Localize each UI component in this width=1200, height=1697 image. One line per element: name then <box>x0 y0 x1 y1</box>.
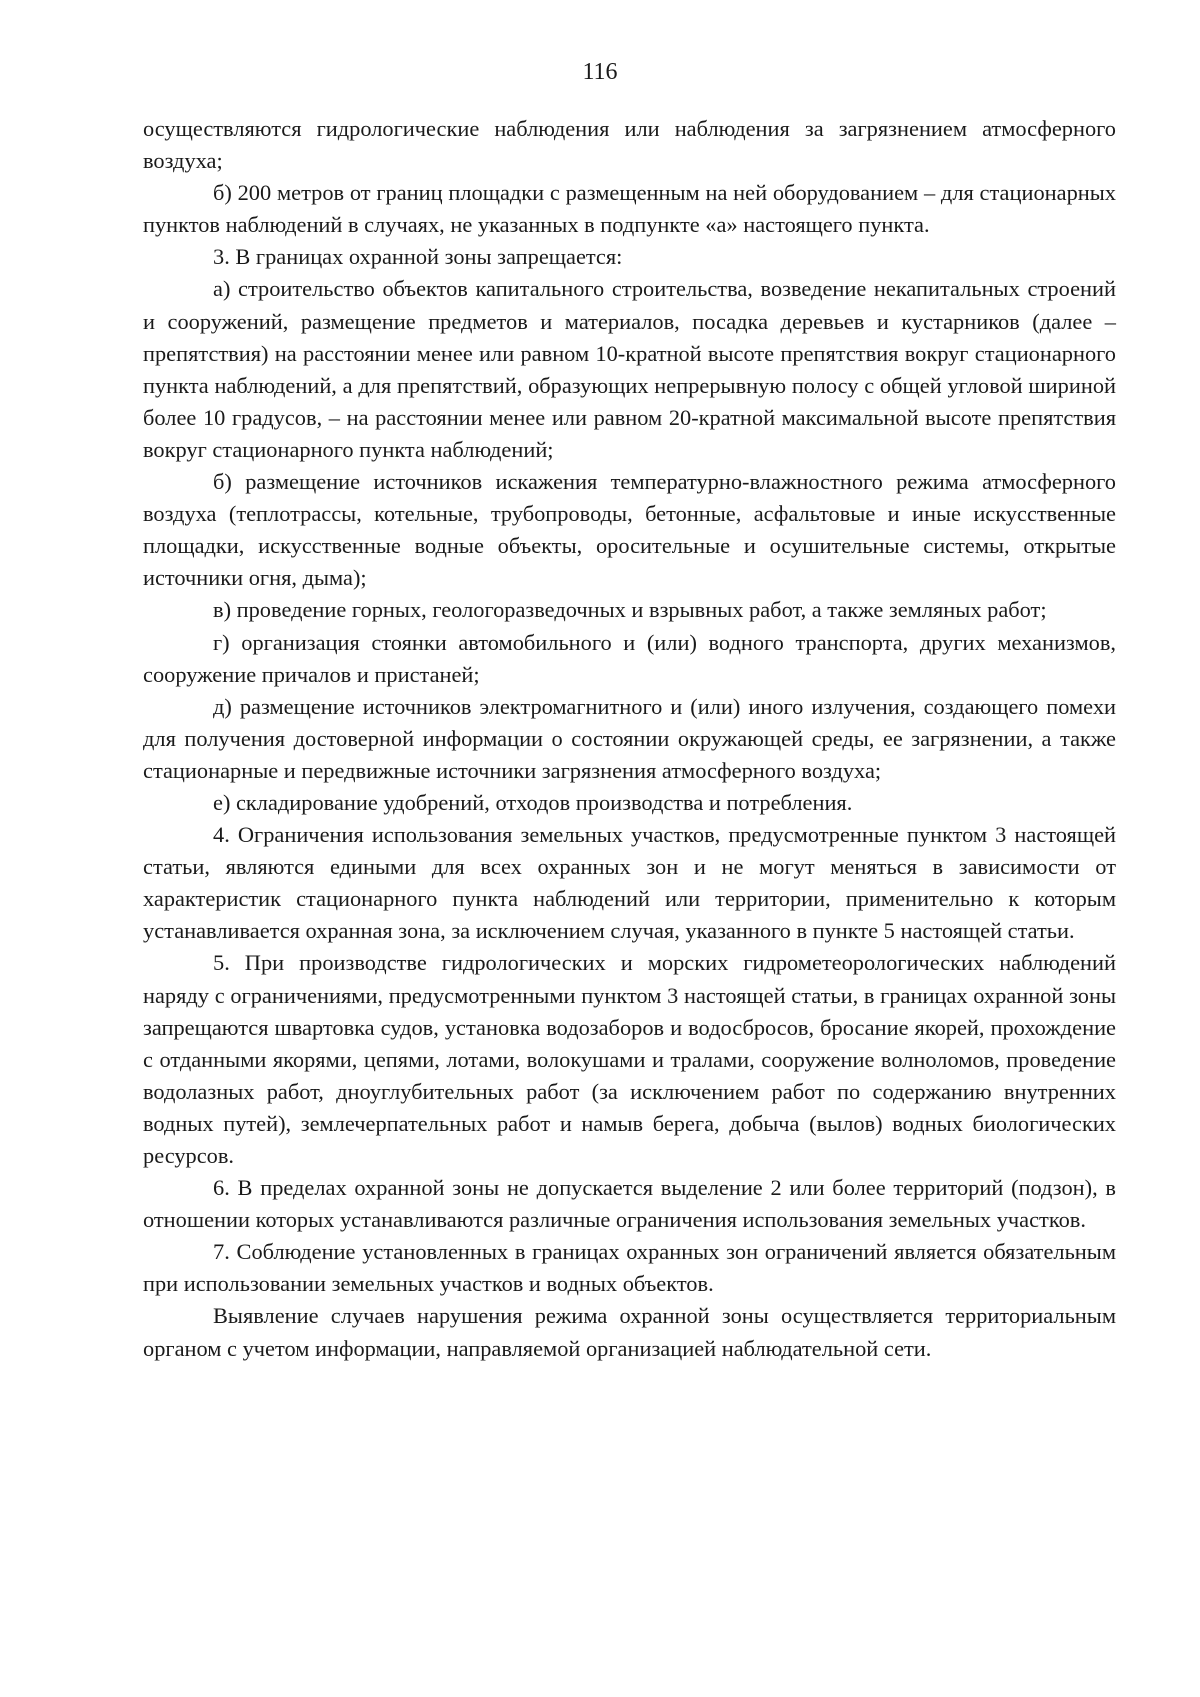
paragraph-point-7: 7. Соблюдение установленных в границах охранных зон ограничений является обязательным при использовании земельных участков и водных объектов. <box>143 1239 1116 1297</box>
paragraph-item-a: а) строительство объектов капитального строительства, возведение некапитальных строений и сооружений, размещение предметов и материалов, посадка деревьев и кустарников (далее – препятствия) на расстоянии менее или равном 10-кратной высоте препятствия вокруг стационарного пункта наблюдений, а для препятствий, образующих непрерывную полосу с общей угловой шириной более 10 градусов, – на расстоянии менее или равном 20-кратной максимальной высоте препятствия вокруг стационарного пункта наблюдений; <box>143 276 1116 462</box>
paragraph-continuation: осуществляются гидрологические наблюдения или наблюдения за загрязнением атмосферного воздуха; <box>143 116 1116 174</box>
document-body <box>143 113 1116 1365</box>
paragraph-item-b2: б) размещение источников искажения температурно-влажностного режима атмосферного воздуха (теплотрассы, котельные, трубопроводы, бетонные, асфальтовые и иные искусственные площадки, искусственные водные объекты, оросительные и осушительные системы, открытые источники огня, дыма); <box>143 469 1116 591</box>
paragraph-item-e: е) складирование удобрений, отходов производства и потребления. <box>213 789 853 815</box>
page-number: 116 <box>582 59 618 85</box>
paragraph-point-3: 3. В границах охранной зоны запрещается: <box>213 244 623 270</box>
paragraph-item-d: д) размещение источников электромагнитного и (или) иного излучения, создающего помехи для получения достоверной информации о состоянии окружающей среды, ее загрязнении, а также стационарные и передвижные источники загрязнения атмосферного воздуха; <box>143 693 1116 783</box>
paragraph-point-5: 5. При производстве гидрологических и морских гидрометеорологических наблюдений наряду с ограничениями, предусмотренными пунктом 3 настоящей статьи, в границах охранной зоны запрещаются швартовка судов, установка водозаборов и водосбросов, бросание якорей, прохождение с отданными якорями, цепями, лотами, волокушами и тралами, сооружение волноломов, проведение водолазных работ, дноуглубительных работ (за исключением работ по содержанию внутренних водных путей), землечерпательных работ и намыв берега, добыча (вылов) водных биологических ресурсов. <box>143 950 1116 1168</box>
paragraph-violation-detection: Выявление случаев нарушения режима охранной зоны осуществляется территориальным органом с учетом информации, направляемой организацией наблюдательной сети. <box>143 1303 1116 1361</box>
paragraph-item-g: г) организация стоянки автомобильного и (или) водного транспорта, других механизмов, сооружение причалов и пристаней; <box>143 629 1116 687</box>
paragraph-point-4: 4. Ограничения использования земельных участков, предусмотренные пунктом 3 настоящей статьи, являются едиными для всех охранных зон и не могут меняться в зависимости от характеристик стационарного пункта наблюдений или территории, применительно к которым устанавливается охранная зона, за исключением случая, указанного в пункте 5 настоящей статьи. <box>143 822 1116 944</box>
paragraph-point-6: 6. В пределах охранной зоны не допускается выделение 2 или более территорий (подзон), в отношении которых устанавливаются различные ограничения использования земельных участков. <box>143 1175 1116 1233</box>
paragraph-item-v: в) проведение горных, геологоразведочных и взрывных работ, а также земляных работ; <box>213 597 1047 623</box>
paragraph-item-b: б) 200 метров от границ площадки с размещенным на ней оборудованием – для стационарных пунктов наблюдений в случаях, не указанных в подпункте «а» настоящего пункта. <box>143 180 1116 238</box>
